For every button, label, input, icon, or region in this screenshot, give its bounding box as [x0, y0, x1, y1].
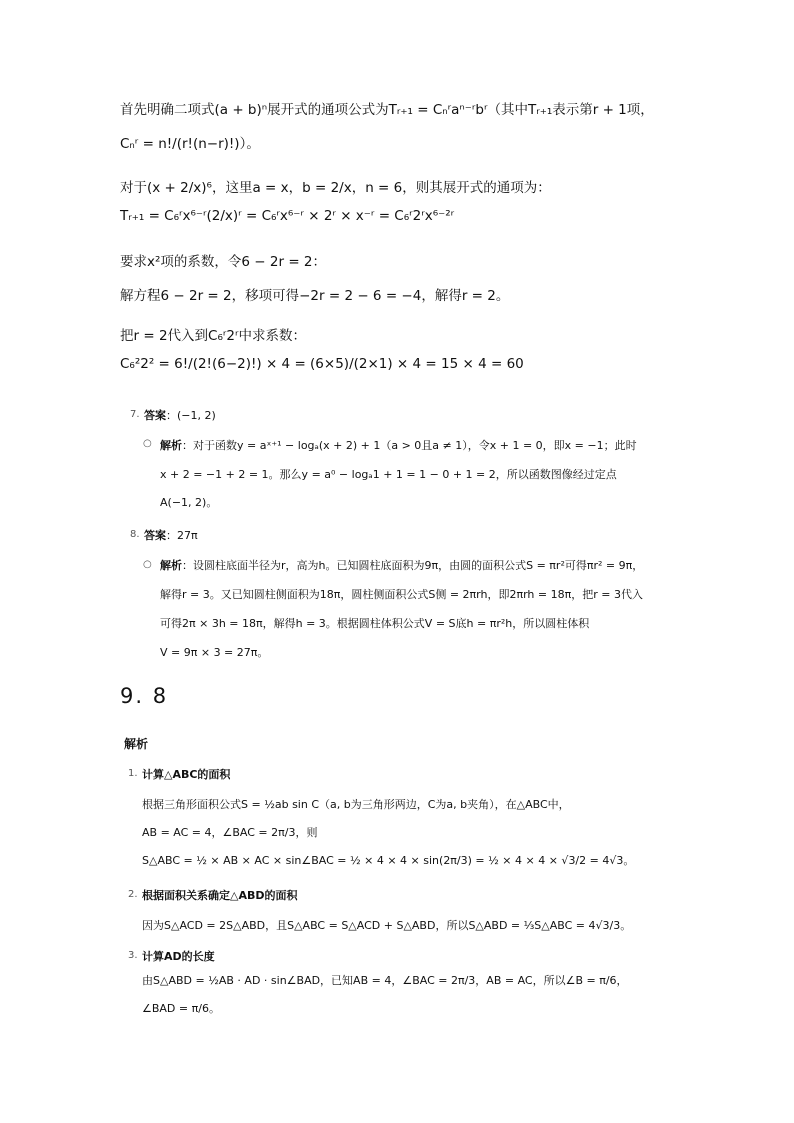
step1-line-2: AB = AC = 4，∠BAC = 2π/3，则 [142, 826, 318, 839]
q7-analysis-2: x + 2 = −1 + 2 = 1。那么y = a⁰ − logₐ1 + 1 = 1 − 0 + 1 = 2，所以函数图像经过定点 [160, 468, 617, 481]
step3-line-1: 由S△ABD = ½AB · AD · sin∠BAD，已知AB = 4，∠BAC = 2π/3，AB = AC，所以∠B = π/6， [142, 974, 628, 987]
step3-title: 计算AD的长度 [142, 950, 215, 963]
q7-analysis-line-1 [160, 437, 637, 453]
intro-line-4: Tᵣ₊₁ = C₆ʳx⁶⁻ʳ(2/x)ʳ = C₆ʳx⁶⁻ʳ × 2ʳ × x⁻ʳ = C₆ʳ2ʳx⁶⁻²ʳ [120, 208, 455, 224]
step1-line-1: 根据三角形面积公式S = ½ab sin C（a, b为三角形两边，C为a, b夹角），在△ABC中， [142, 798, 570, 811]
q8-analysis-label: 解析 [160, 559, 182, 572]
step2-line-1: 因为S△ACD = 2S△ABD，且S△ABC = S△ACD + S△ABD，所以S△ABD = ⅓S△ABC = 4√3/3。 [142, 919, 632, 932]
q8-analysis-1: ：设圆柱底面半径为r，高为h。已知圆柱底面积为9π，由圆的面积公式S = πr²可得πr² = 9π， [182, 559, 644, 572]
q8-bullet-icon: ○ [143, 559, 152, 570]
intro-line-5: 要求x²项的系数，令6 − 2r = 2： [120, 254, 327, 270]
step1-title: 计算△ABC的面积 [142, 768, 231, 781]
q7-analysis-label: 解析 [160, 439, 182, 452]
q8-answer-label: 答案 [144, 529, 166, 542]
section-subheading: 解析 [124, 737, 149, 751]
q8-analysis-3: 可得2π × 3h = 18π，解得h = 3。根据圆柱体积公式V = S底h = πr²h，所以圆柱体积 [160, 617, 590, 630]
q7-marker: 7. [130, 409, 140, 420]
q7-answer-label: 答案 [144, 409, 166, 422]
q8-answer-line [144, 527, 198, 543]
q7-analysis-3: A(−1, 2)。 [160, 496, 218, 509]
q7-analysis-1: ：对于函数y = aˣ⁺¹ − logₐ(x + 2) + 1（a > 0且a ≠ 1），令x + 1 = 0，即x = −1；此时 [182, 439, 637, 452]
intro-line-3: 对于(x + 2/x)⁶，这里a = x，b = 2/x，n = 6，则其展开式的通项为： [120, 180, 551, 196]
section-heading: 9. 8 [120, 684, 169, 708]
intro-line-1: 首先明确二项式(a + b)ⁿ展开式的通项公式为Tᵣ₊₁ = Cₙʳaⁿ⁻ʳbʳ（其中Tᵣ₊₁表示第r + 1项， [120, 102, 654, 118]
step3-marker: 3. [128, 950, 138, 961]
step3-line-2: ∠BAD = π/6。 [142, 1002, 220, 1015]
q8-analysis-2: 解得r = 3。又已知圆柱侧面积为18π，圆柱侧面积公式S侧 = 2πrh，即2πrh = 18π，把r = 3代入 [160, 588, 643, 601]
q8-analysis-4: V = 9π × 3 = 27π。 [160, 646, 269, 659]
intro-line-2: Cₙʳ = n!/(r!(n−r)!)）。 [120, 136, 260, 152]
q8-marker: 8. [130, 529, 140, 540]
step1-marker: 1. [128, 768, 138, 779]
q8-answer: ：27π [166, 529, 198, 542]
step2-marker: 2. [128, 889, 138, 900]
q7-answer: ：(−1, 2) [166, 409, 216, 422]
q7-bullet-icon: ○ [143, 438, 152, 449]
step2-title: 根据面积关系确定△ABD的面积 [142, 889, 298, 902]
q8-analysis-line-1 [160, 557, 643, 573]
intro-line-8: C₆²2² = 6!/(2!(6−2)!) × 4 = (6×5)/(2×1) × 4 = 15 × 4 = 60 [120, 356, 524, 372]
q7-answer-line [144, 407, 216, 423]
step1-line-3: S△ABC = ½ × AB × AC × sin∠BAC = ½ × 4 × 4 × sin(2π/3) = ½ × 4 × 4 × √3/2 = 4√3。 [142, 854, 635, 867]
intro-line-6: 解方程6 − 2r = 2，移项可得−2r = 2 − 6 = −4，解得r = 2。 [120, 288, 510, 304]
intro-line-7: 把r = 2代入到C₆ʳ2ʳ中求系数： [120, 328, 306, 344]
